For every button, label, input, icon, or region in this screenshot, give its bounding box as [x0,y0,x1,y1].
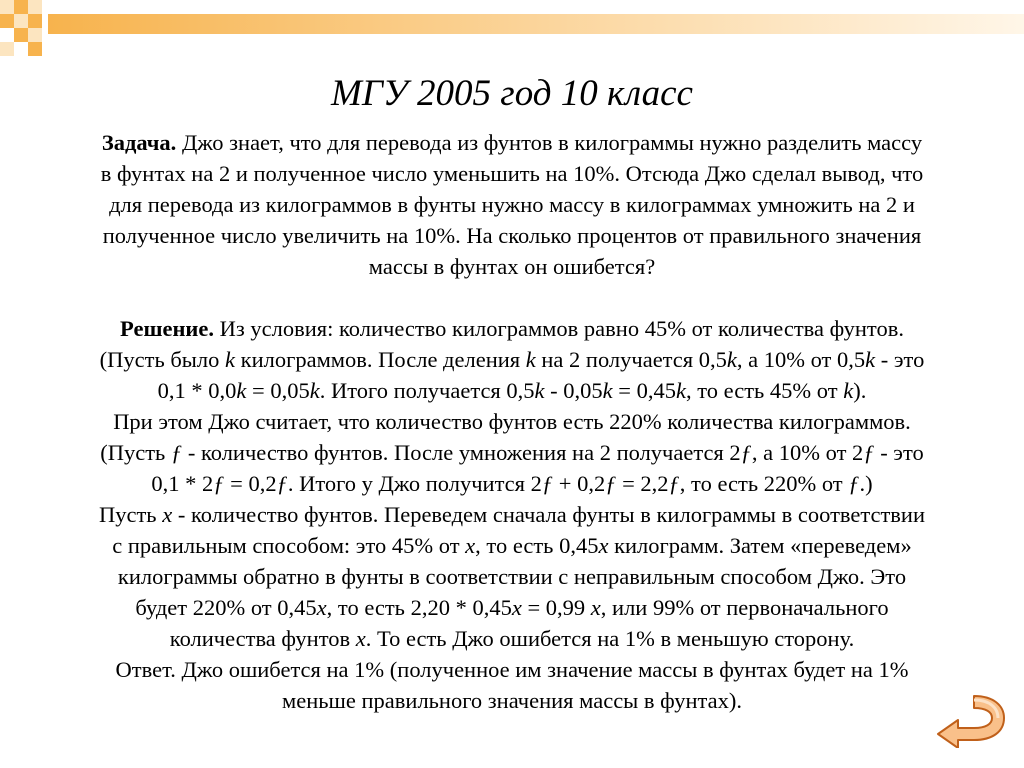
solution-line: (Пусть ƒ - количество фунтов. После умножения на 2 получается 2ƒ, а 10% от 2ƒ - это [100,440,924,465]
task-label: Задача. [101,130,177,155]
task-block [30,127,994,282]
slide-title: МГУ 2005 год 10 класс [331,73,693,114]
solution-block [30,313,994,716]
solution-label: Решение. [120,316,214,341]
deco-square [0,0,14,14]
answer-line: Ответ. Джо ошибется на 1% (полученное им значение массы в фунтах будет на 1% [115,657,909,682]
deco-square [28,42,42,56]
solution-line: с правильным способом: это 45% от x, то есть 0,45x килограмм. Затем «переведем» [112,533,912,558]
deco-square [0,42,14,56]
solution-line: 0,1 * 2ƒ = 0,2ƒ. Итого у Джо получится 2ƒ + 0,2ƒ = 2,2ƒ, то есть 220% от ƒ.) [151,471,873,496]
task-line: в фунтах на 2 и полученное число уменьшить на 10%. Отсюда Джо сделал вывод, что [100,161,924,186]
task-line: полученное число увеличить на 10%. На сколько процентов от правильного значения [102,223,922,248]
solution-line: будет 220% от 0,45x, то есть 2,20 * 0,45x = 0,99 x, или 99% от первоначального [135,595,889,620]
solution-line: Решение. Из условия: количество килограммов равно 45% от количества фунтов. [120,316,904,341]
corner-decoration [0,0,1024,60]
solution-line: 0,1 * 0,0k = 0,05k. Итого получается 0,5k - 0,05k = 0,45k, то есть 45% от k). [157,378,867,403]
deco-square [28,0,42,14]
task-line: для перевода из килограммов в фунты нужно массу в килограммах умножить на 2 и [109,192,915,217]
deco-square [14,28,28,42]
solution-line: Пусть x - количество фунтов. Переведем сначала фунты в килограммы в соответствии [98,502,926,527]
answer-line: меньше правильного значения массы в фунтах). [282,688,742,713]
deco-square [14,14,28,28]
solution-line: килограммы обратно в фунты в соответствии с неправильным способом Джо. Это [117,564,907,589]
solution-line: количества фунтов x. То есть Джо ошибется на 1% в меньшую сторону. [169,626,855,651]
deco-square [28,14,42,28]
deco-square [14,0,28,14]
solution-line: При этом Джо считает, что количество фунтов есть 220% количества килограммов. [113,409,911,434]
deco-square [0,14,14,28]
solution-line: (Пусть было k килограммов. После деления k на 2 получается 0,5k, а 10% от 0,5k - это [99,347,925,372]
return-arrow-shape [938,696,1004,748]
task-line: массы в фунтах он ошибется? [368,254,656,279]
header-gradient-bar [48,14,1024,34]
deco-square [28,28,42,42]
return-arrow-icon[interactable] [934,690,1008,748]
task-line: Задача. Джо знает, что для перевода из фунтов в килограммы нужно разделить массу [101,130,923,155]
